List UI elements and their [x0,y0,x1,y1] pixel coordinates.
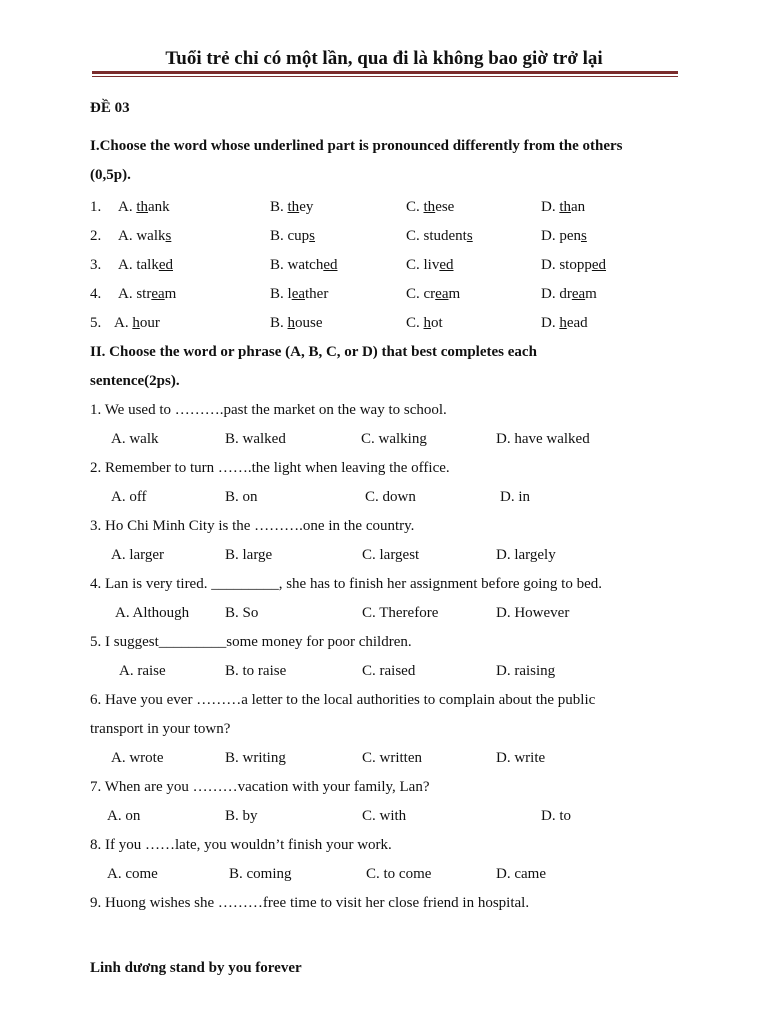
answer-option: B. on [225,489,258,505]
footer-text: Linh dương stand by you forever [90,960,302,976]
answer-option: A. raise [119,663,166,679]
answer-option: B. watched [270,257,338,273]
answer-option: B. by [225,808,258,824]
header-rule-thick [92,71,678,74]
answer-option: A. Although [115,605,190,621]
answer-option: A. stream [118,286,177,302]
answer-option: B. coming [229,866,292,882]
underlined-part: s [309,228,316,244]
question-text: 4. Lan is very tired. _________, she has to finish her assignment before going to bed. [90,576,602,592]
question-number: 5. [90,315,102,331]
answer-option: C. students [406,228,473,244]
answer-option: C. written [362,750,422,766]
answer-option: C. cream [406,286,461,302]
underlined-part: h [423,315,432,331]
answer-option: D. largely [496,547,556,563]
answer-option: B. to raise [225,663,287,679]
underlined-part: s [581,228,587,244]
answer-option: C. Therefore [362,605,439,621]
answer-option: A. walk [111,431,159,447]
underlined-part: ea [151,286,165,302]
answer-option: A. walks [118,228,172,244]
answer-option: D. However [496,605,570,621]
question-text: 2. Remember to turn …….the light when leaving the office. [90,460,450,476]
answer-option: D. raising [496,663,556,679]
answer-option: A. thank [118,199,170,215]
underlined-part: h [287,315,296,331]
underlined-part: ea [435,286,449,302]
answer-option: C. hot [406,315,443,331]
question-text: transport in your town? [90,721,231,737]
question-text: 1. We used to ……….past the market on the way to school. [90,402,447,418]
part1-heading: I.Choose the word whose underlined part is pronounced differently from the others [90,138,623,154]
answer-option: C. walking [361,431,427,447]
header-title: Tuổi trẻ chỉ có một lần, qua đi là không bao giờ trở lại [165,48,603,69]
answer-option: B. they [270,199,314,215]
underlined-part: ed [591,257,607,273]
question-number: 2. [90,228,102,244]
answer-option: B. house [270,315,323,331]
underlined-part: th [423,199,436,215]
header-rule-thin [92,76,678,77]
underlined-part: ed [323,257,338,273]
answer-option: D. in [500,489,530,505]
question-text: 7. When are you ………vacation with your family, Lan? [90,779,430,795]
underlined-part: h [559,315,567,331]
answer-option: D. came [496,866,546,882]
answer-option: C. down [365,489,416,505]
answer-option: A. come [107,866,158,882]
answer-option: A. wrote [111,750,164,766]
answer-option: A. hour [114,315,160,331]
answer-option: B. writing [225,750,286,766]
answer-option: D. than [541,199,586,215]
answer-option: A. talked [118,257,173,273]
answer-option: C. largest [362,547,420,563]
question-text: 6. Have you ever ………a letter to the local authorities to complain about the public [90,692,596,708]
question-text: 9. Huong wishes she ………free time to visit her close friend in hospital. [90,895,530,911]
underlined-part: ed [158,257,173,273]
answer-option: D. head [541,315,588,331]
answer-option: D. have walked [496,431,590,447]
answer-option: D. stopped [541,257,607,273]
question-number: 1. [90,199,102,215]
part2-heading: II. Choose the word or phrase (A, B, C, or D) that best completes each [90,344,537,360]
answer-option: B. cups [270,228,316,244]
answer-option: A. larger [111,547,165,563]
answer-option: C. raised [362,663,416,679]
underlined-part: th [559,199,572,215]
answer-option: C. to come [366,866,432,882]
question-text: 8. If you ……late, you wouldn’t finish your work. [90,837,392,853]
question-number: 3. [90,257,102,273]
underlined-part: h [132,315,140,331]
exam-code: ĐỀ 03 [90,100,130,116]
answer-option: A. on [107,808,141,824]
answer-option: D. to [541,808,571,824]
underlined-part: s [165,228,172,244]
answer-option: D. pens [541,228,587,244]
answer-option: B. large [225,547,273,563]
answer-option: B. leather [270,286,329,302]
answer-option: D. dream [541,286,597,302]
underlined-part: s [466,228,473,244]
part2-heading-cont: sentence(2ps). [90,373,180,389]
part1-heading-cont: (0,5p). [90,167,131,183]
underlined-part: th [136,199,149,215]
answer-option: C. with [362,808,407,824]
answer-option: D. write [496,750,546,766]
answer-option: B. So [225,605,259,621]
answer-option: C. lived [406,257,454,273]
answer-option: B. walked [225,431,286,447]
question-text: 3. Ho Chi Minh City is the ……….one in the country. [90,518,415,534]
answer-option: C. these [406,199,455,215]
underlined-part: ea [571,286,586,302]
question-number: 4. [90,286,102,302]
question-text: 5. I suggest_________some money for poor children. [90,634,412,650]
answer-option: A. off [111,489,147,505]
underlined-part: ea [291,286,306,302]
underlined-part: th [287,199,300,215]
underlined-part: ed [439,257,454,273]
